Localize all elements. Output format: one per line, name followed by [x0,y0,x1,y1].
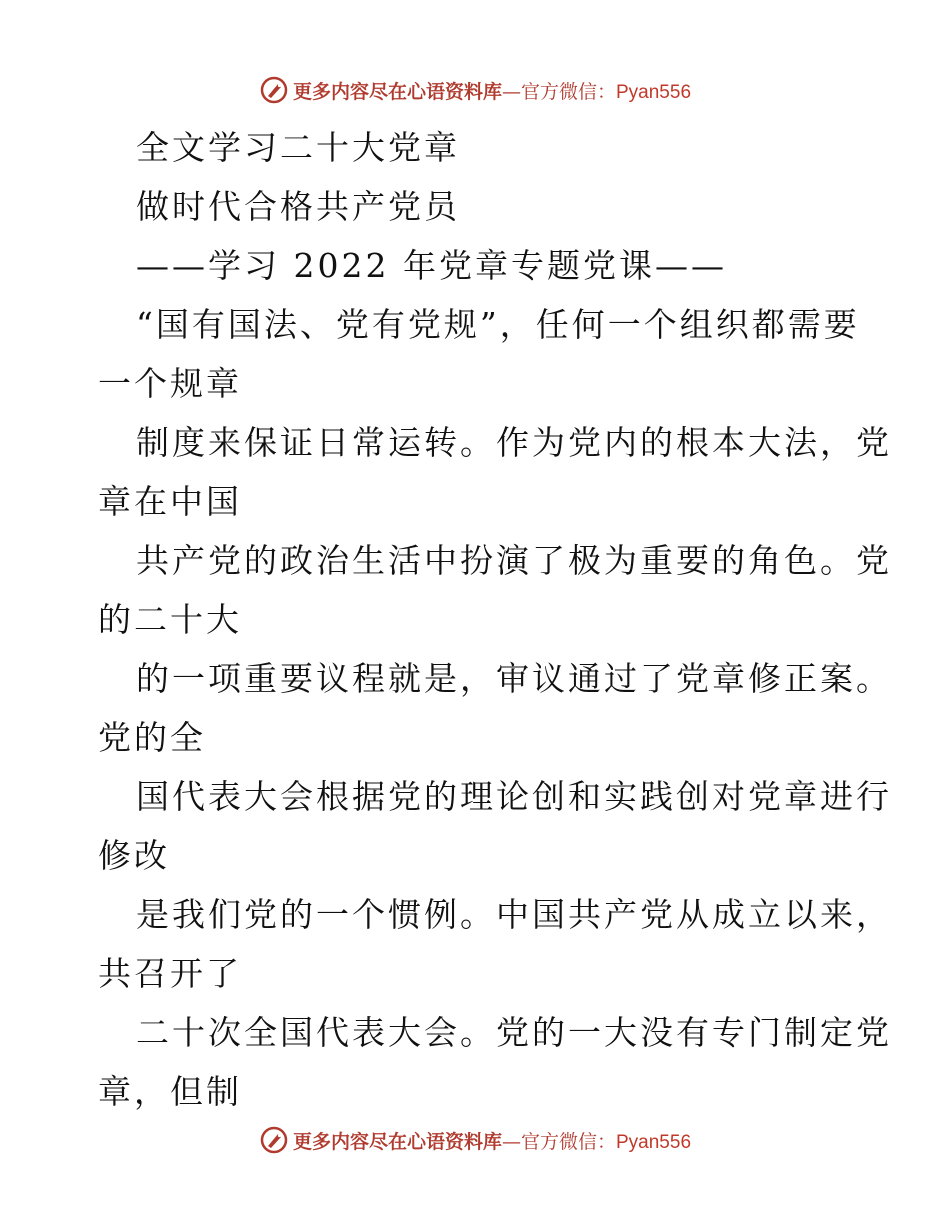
page-footer-watermark [0,1120,950,1160]
text-line: 全文学习二十大党章 [136,128,460,167]
text-line: 国代表大会根据党的理论创和实践创对党章进行 [136,777,892,816]
text-line: ——学习 2022 年党章专题党课—— [136,246,727,285]
pen-nib-logo-icon [259,75,289,105]
watermark-text: 更多内容尽在心语资料库—官方微信：Pyan556 [292,80,692,103]
text-line: 共召开了 [98,954,242,993]
text-line: 二十次全国代表大会。党的一大没有专门制定党 [136,1013,892,1052]
document-body [98,118,892,1121]
text-line: 章在中国 [98,482,242,521]
text-line: 做时代合格共产党员 [136,187,460,226]
page-header-watermark [0,70,950,110]
text-line: 的一项重要议程就是，审议通过了党章修正案。 [136,659,892,698]
pen-nib-logo-icon [259,1125,289,1155]
text-line: 党的全 [98,718,206,757]
watermark-text: 更多内容尽在心语资料库—官方微信：Pyan556 [292,1130,692,1153]
text-line: 制度来保证日常运转。作为党内的根本大法，党 [136,423,892,462]
text-line: 的二十大 [98,600,242,639]
text-line: 是我们党的一个惯例。中国共产党从成立以来， [136,895,892,934]
text-line: 修改 [98,836,170,875]
text-line: 章，但制 [98,1072,242,1111]
text-line: “国有国法、党有党规”，任何一个组织都需要 [136,305,860,344]
text-line: 共产党的政治生活中扮演了极为重要的角色。党 [136,541,892,580]
text-line: 一个规章 [98,364,242,403]
